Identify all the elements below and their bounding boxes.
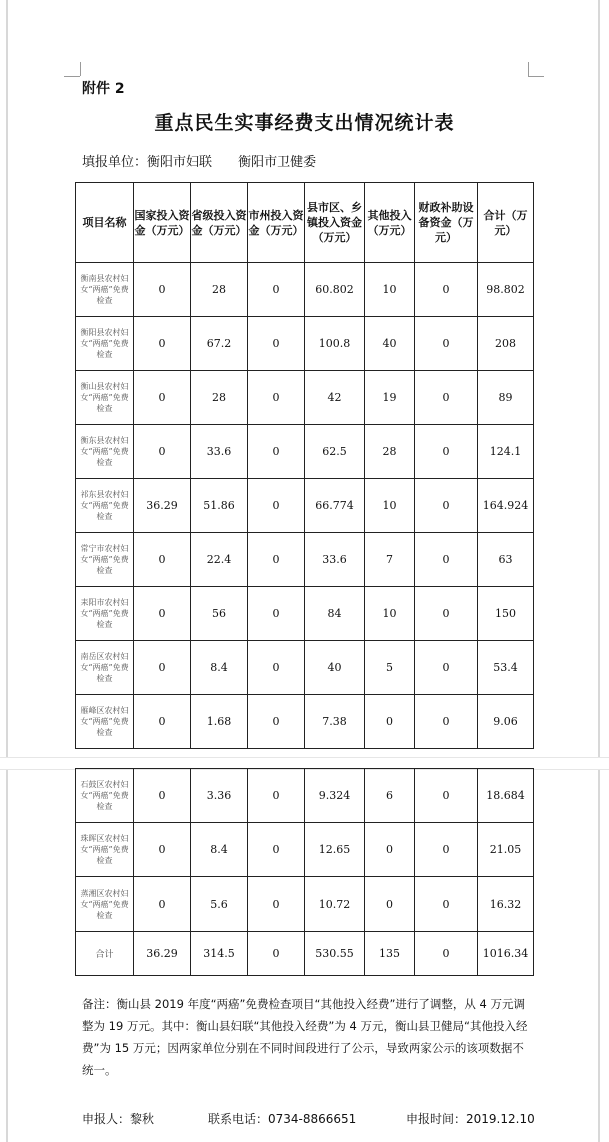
page-title: 重点民生实事经费支出情况统计表 bbox=[154, 112, 455, 134]
value-cell: 0 bbox=[134, 695, 191, 749]
page-edge-left bbox=[6, 0, 8, 1142]
value-cell: 0 bbox=[248, 425, 305, 479]
value-cell: 40 bbox=[365, 317, 415, 371]
total-cell: 135 bbox=[365, 932, 415, 976]
project-name-cell: 衡阳县农村妇女“两癌”免费检查 bbox=[76, 317, 134, 371]
value-cell: 3.36 bbox=[191, 769, 248, 823]
value-cell: 66.774 bbox=[305, 479, 365, 533]
project-name-cell: 衡南县农村妇女“两癌”免费检查 bbox=[76, 263, 134, 317]
value-cell: 0 bbox=[134, 641, 191, 695]
table-header-row bbox=[76, 183, 534, 263]
value-cell: 0 bbox=[134, 533, 191, 587]
value-cell: 0 bbox=[248, 769, 305, 823]
report-date: 申报时间：2019.12.10 bbox=[406, 1112, 535, 1126]
value-cell: 10 bbox=[365, 587, 415, 641]
table-row bbox=[76, 263, 534, 317]
value-cell: 8.4 bbox=[191, 823, 248, 877]
value-cell: 124.1 bbox=[478, 425, 534, 479]
table-row bbox=[76, 695, 534, 749]
value-cell: 0 bbox=[415, 425, 478, 479]
value-cell: 28 bbox=[191, 371, 248, 425]
attachment-label: 附件 2 bbox=[82, 81, 125, 97]
value-cell: 19 bbox=[365, 371, 415, 425]
value-cell: 0 bbox=[248, 371, 305, 425]
table-row bbox=[76, 533, 534, 587]
crop-mark-left-h bbox=[64, 76, 80, 77]
total-label: 合计 bbox=[76, 932, 134, 976]
crop-mark-right-h bbox=[528, 76, 544, 77]
value-cell: 208 bbox=[478, 317, 534, 371]
value-cell: 12.65 bbox=[305, 823, 365, 877]
value-cell: 0 bbox=[248, 641, 305, 695]
value-cell: 10 bbox=[365, 263, 415, 317]
value-cell: 22.4 bbox=[191, 533, 248, 587]
value-cell: 21.05 bbox=[478, 823, 534, 877]
column-header: 财政补助设备资金（万元） bbox=[415, 183, 478, 263]
value-cell: 0 bbox=[248, 479, 305, 533]
value-cell: 56 bbox=[191, 587, 248, 641]
value-cell: 42 bbox=[305, 371, 365, 425]
total-cell: 36.29 bbox=[134, 932, 191, 976]
column-header: 其他投入（万元） bbox=[365, 183, 415, 263]
project-name-cell: 石鼓区农村妇女“两癌”免费检查 bbox=[76, 769, 134, 823]
reporter: 申报人：黎秋 bbox=[82, 1112, 155, 1126]
value-cell: 18.684 bbox=[478, 769, 534, 823]
column-header: 国家投入资金（万元） bbox=[134, 183, 191, 263]
value-cell: 51.86 bbox=[191, 479, 248, 533]
value-cell: 0 bbox=[415, 479, 478, 533]
reporting-unit: 填报单位：衡阳市妇联 bbox=[82, 155, 213, 170]
value-cell: 0 bbox=[248, 587, 305, 641]
value-cell: 40 bbox=[305, 641, 365, 695]
value-cell: 0 bbox=[248, 533, 305, 587]
expense-table-part-2 bbox=[75, 768, 534, 976]
value-cell: 0 bbox=[134, 769, 191, 823]
value-cell: 0 bbox=[248, 695, 305, 749]
value-cell: 0 bbox=[134, 425, 191, 479]
value-cell: 0 bbox=[415, 317, 478, 371]
value-cell: 60.802 bbox=[305, 263, 365, 317]
value-cell: 100.8 bbox=[305, 317, 365, 371]
value-cell: 0 bbox=[248, 877, 305, 932]
crop-mark-left-v bbox=[80, 62, 81, 76]
value-cell: 0 bbox=[248, 823, 305, 877]
value-cell: 0 bbox=[248, 317, 305, 371]
column-header: 合计（万元） bbox=[478, 183, 534, 263]
value-cell: 0 bbox=[134, 877, 191, 932]
value-cell: 7 bbox=[365, 533, 415, 587]
value-cell: 33.6 bbox=[305, 533, 365, 587]
page-edge-right bbox=[598, 0, 600, 1142]
table-row bbox=[76, 587, 534, 641]
table-row bbox=[76, 641, 534, 695]
value-cell: 63 bbox=[478, 533, 534, 587]
value-cell: 5.6 bbox=[191, 877, 248, 932]
project-name-cell: 南岳区农村妇女“两癌”免费检查 bbox=[76, 641, 134, 695]
value-cell: 5 bbox=[365, 641, 415, 695]
project-name-cell: 常宁市农村妇女“两癌”免费检查 bbox=[76, 533, 134, 587]
crop-mark-right-v bbox=[528, 62, 529, 76]
project-name-cell: 祁东县农村妇女“两癌”免费检查 bbox=[76, 479, 134, 533]
value-cell: 62.5 bbox=[305, 425, 365, 479]
table-row bbox=[76, 877, 534, 932]
value-cell: 1.68 bbox=[191, 695, 248, 749]
total-cell: 0 bbox=[415, 932, 478, 976]
project-name-cell: 雁峰区农村妇女“两癌”免费检查 bbox=[76, 695, 134, 749]
total-cell: 1016.34 bbox=[478, 932, 534, 976]
table-row bbox=[76, 769, 534, 823]
total-cell: 0 bbox=[248, 932, 305, 976]
value-cell: 89 bbox=[478, 371, 534, 425]
value-cell: 98.802 bbox=[478, 263, 534, 317]
table-row bbox=[76, 479, 534, 533]
contact-phone: 联系电话：0734-8866651 bbox=[208, 1112, 357, 1126]
value-cell: 0 bbox=[415, 587, 478, 641]
value-cell: 0 bbox=[415, 533, 478, 587]
value-cell: 0 bbox=[134, 317, 191, 371]
value-cell: 0 bbox=[248, 263, 305, 317]
expense-table-part-1 bbox=[75, 182, 534, 749]
value-cell: 28 bbox=[191, 263, 248, 317]
value-cell: 0 bbox=[134, 371, 191, 425]
value-cell: 9.06 bbox=[478, 695, 534, 749]
value-cell: 0 bbox=[365, 877, 415, 932]
value-cell: 53.4 bbox=[478, 641, 534, 695]
value-cell: 16.32 bbox=[478, 877, 534, 932]
project-name-cell: 蒸湘区农村妇女“两癌”免费检查 bbox=[76, 877, 134, 932]
value-cell: 0 bbox=[415, 263, 478, 317]
value-cell: 0 bbox=[415, 695, 478, 749]
value-cell: 0 bbox=[365, 695, 415, 749]
value-cell: 0 bbox=[415, 641, 478, 695]
value-cell: 10 bbox=[365, 479, 415, 533]
value-cell: 10.72 bbox=[305, 877, 365, 932]
project-name-cell: 衡东县农村妇女“两癌”免费检查 bbox=[76, 425, 134, 479]
value-cell: 0 bbox=[134, 587, 191, 641]
column-header: 项目名称 bbox=[76, 183, 134, 263]
reporting-units bbox=[82, 151, 338, 170]
value-cell: 8.4 bbox=[191, 641, 248, 695]
value-cell: 150 bbox=[478, 587, 534, 641]
value-cell: 84 bbox=[305, 587, 365, 641]
total-cell: 530.55 bbox=[305, 932, 365, 976]
column-header: 省级投入资金（万元） bbox=[191, 183, 248, 263]
table-row bbox=[76, 425, 534, 479]
value-cell: 164.924 bbox=[478, 479, 534, 533]
total-row bbox=[76, 932, 534, 976]
project-name-cell: 衡山县农村妇女“两癌”免费检查 bbox=[76, 371, 134, 425]
table-row bbox=[76, 823, 534, 877]
total-cell: 314.5 bbox=[191, 932, 248, 976]
column-header: 县市区、乡镇投入资金（万元） bbox=[305, 183, 365, 263]
value-cell: 28 bbox=[365, 425, 415, 479]
column-header: 市州投入资金（万元） bbox=[248, 183, 305, 263]
value-cell: 7.38 bbox=[305, 695, 365, 749]
value-cell: 36.29 bbox=[134, 479, 191, 533]
value-cell: 0 bbox=[134, 263, 191, 317]
reporting-unit: 衡阳市卫健委 bbox=[238, 155, 317, 170]
project-name-cell: 珠晖区农村妇女“两癌”免费检查 bbox=[76, 823, 134, 877]
value-cell: 0 bbox=[365, 823, 415, 877]
value-cell: 67.2 bbox=[191, 317, 248, 371]
value-cell: 0 bbox=[415, 823, 478, 877]
value-cell: 0 bbox=[415, 877, 478, 932]
value-cell: 0 bbox=[415, 769, 478, 823]
project-name-cell: 耒阳市农村妇女“两癌”免费检查 bbox=[76, 587, 134, 641]
value-cell: 9.324 bbox=[305, 769, 365, 823]
value-cell: 0 bbox=[415, 371, 478, 425]
value-cell: 33.6 bbox=[191, 425, 248, 479]
value-cell: 0 bbox=[134, 823, 191, 877]
table-row bbox=[76, 317, 534, 371]
table-row bbox=[76, 371, 534, 425]
value-cell: 6 bbox=[365, 769, 415, 823]
remarks: 备注：衡山县 2019 年度“两癌”免费检查项目“其他投入经费”进行了调整，从 4 万元调整为 19 万元。其中：衡山县妇联“其他投入经费”为 4 万元，衡山县卫健局“其他投入经费”为 15 万元；因两家单位分别在不同时间段进行了公示，导致两家公示的该项数据不统一。 bbox=[82, 997, 528, 1077]
